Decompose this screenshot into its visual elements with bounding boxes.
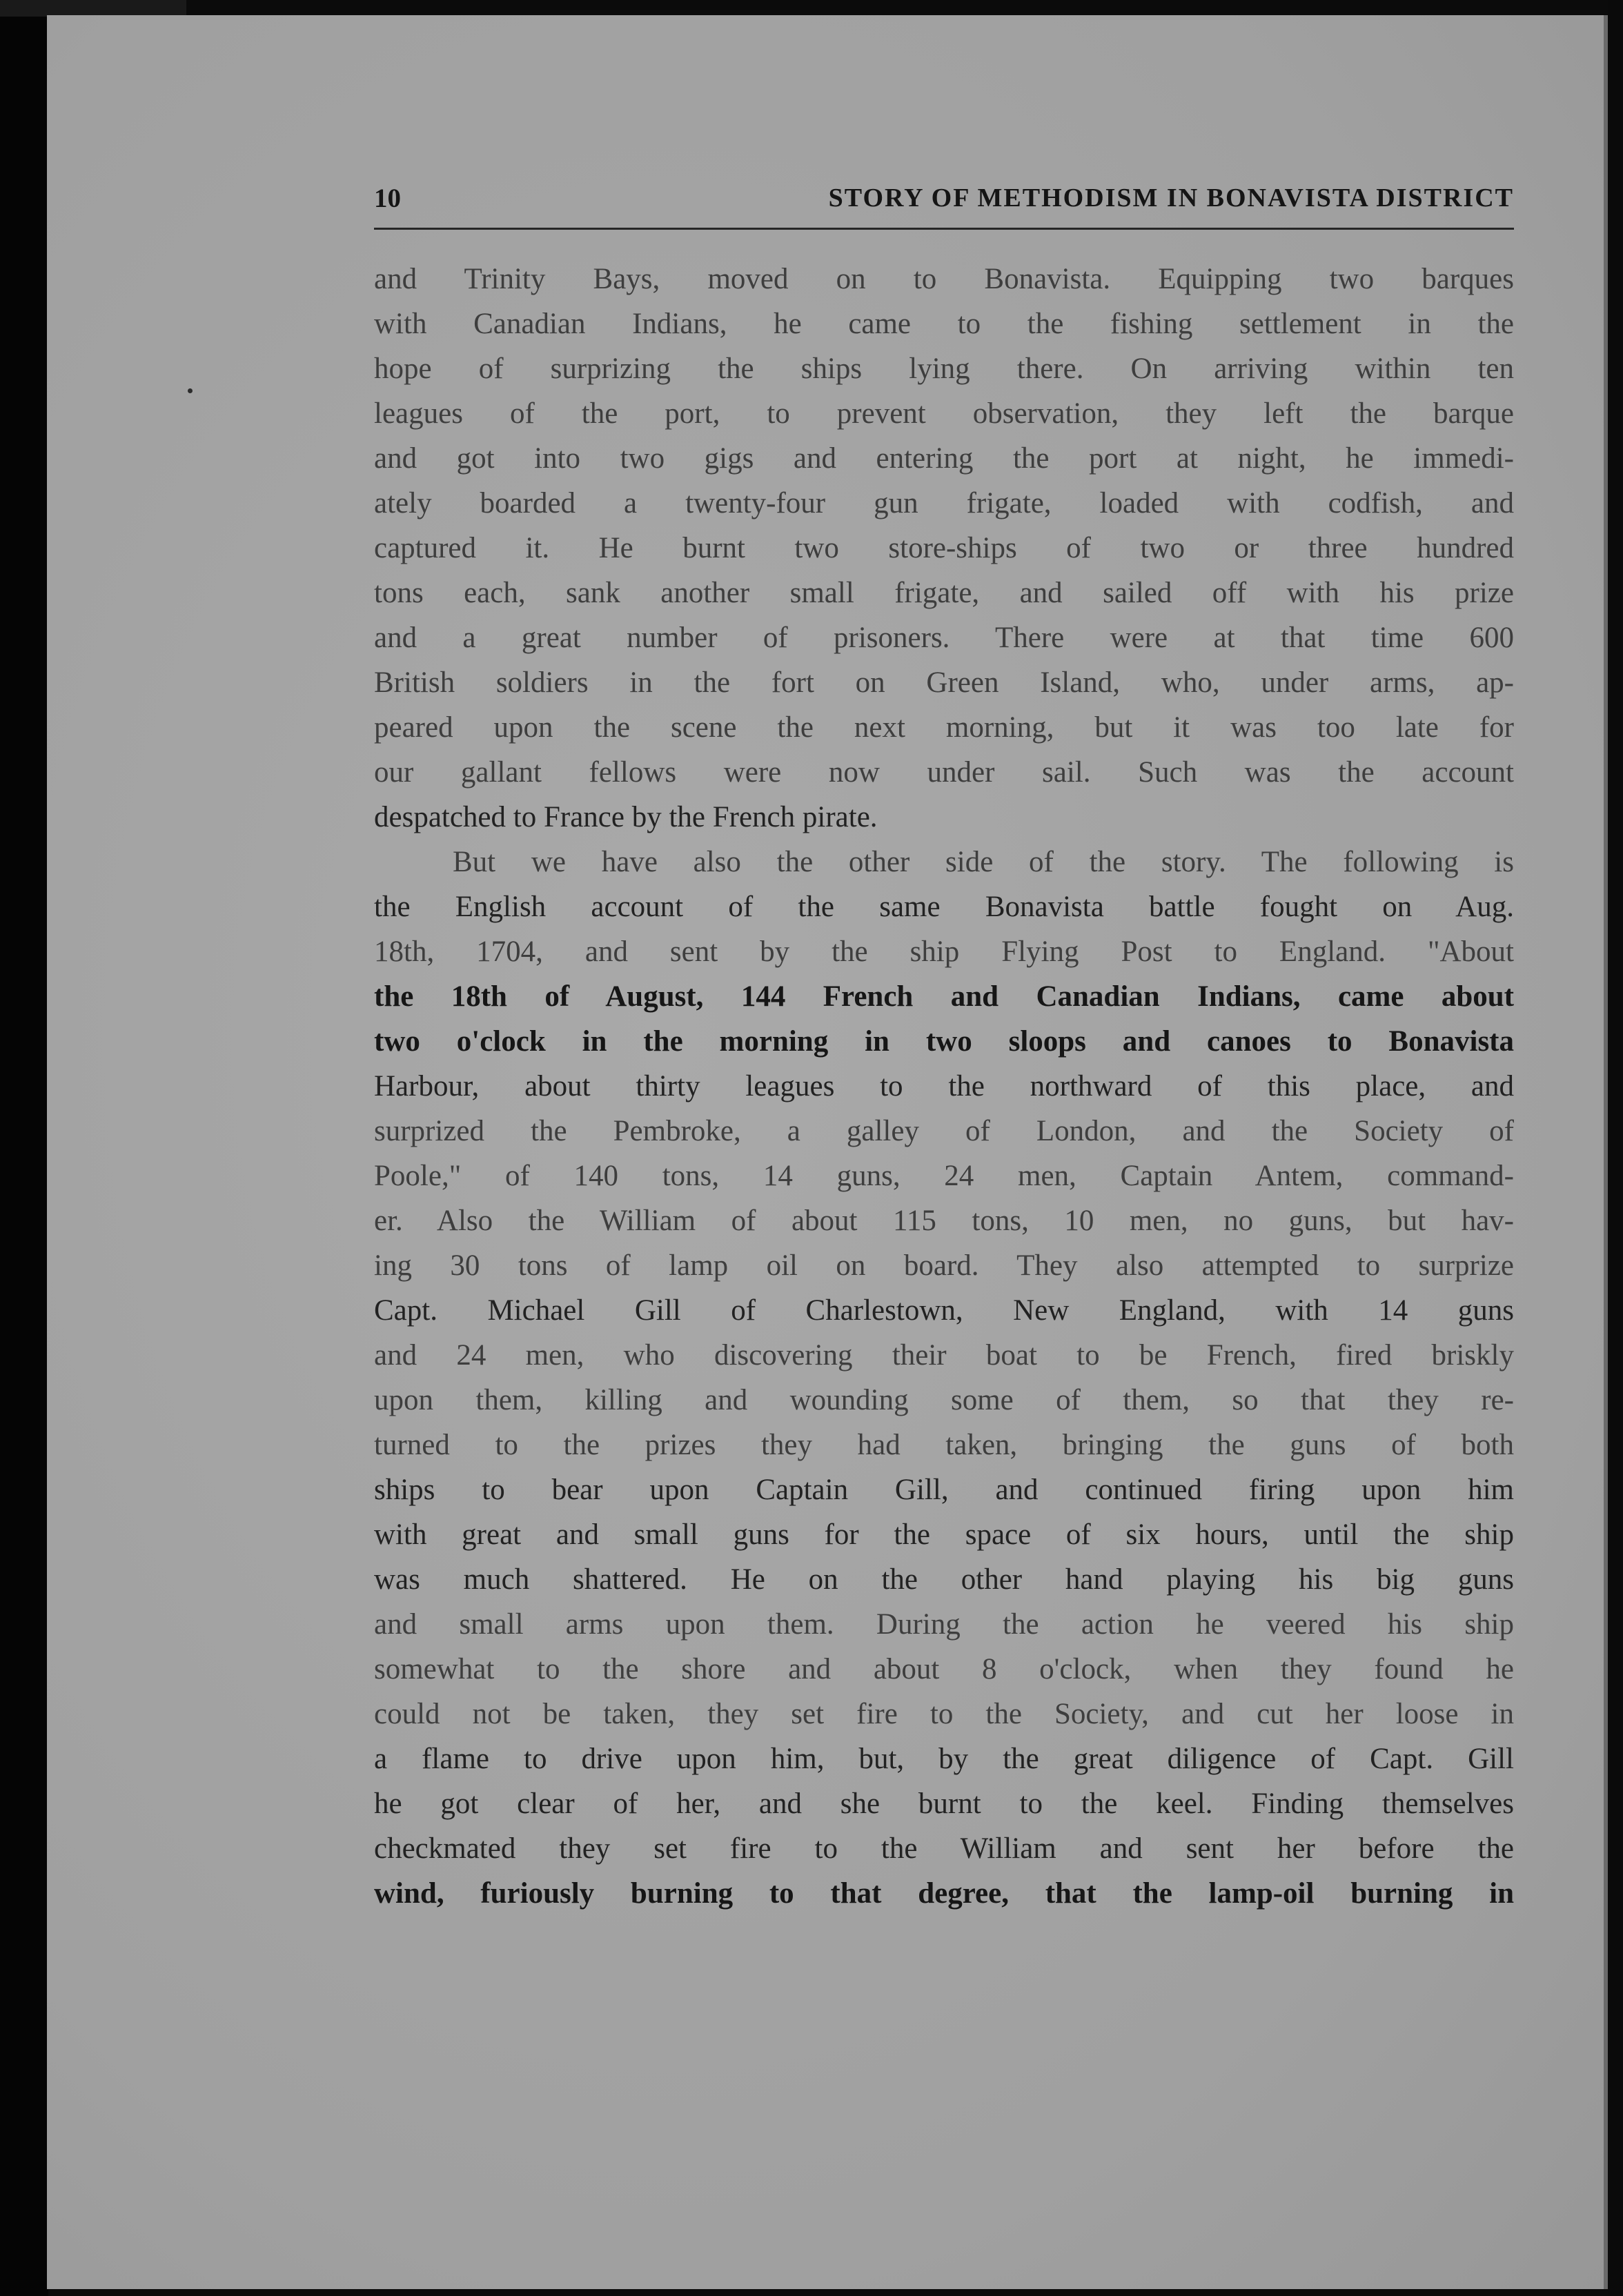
running-head: STORY OF METHODISM IN BONAVISTA DISTRICT bbox=[828, 184, 1514, 212]
text-line: and small arms upon them. During the action he veered his ship bbox=[374, 1608, 1514, 1641]
text-line: ately boarded a twenty-four gun frigate, loaded with codfish, and bbox=[374, 487, 1514, 519]
text-line: our gallant fellows were now under sail. Such was the account bbox=[374, 756, 1514, 789]
text-line: somewhat to the shore and about 8 o'clock, when they found he bbox=[374, 1653, 1514, 1685]
text-line: peared upon the scene the next morning, but it was too late for bbox=[374, 711, 1514, 744]
text-line: and a great number of prisoners. There were at that time 600 bbox=[374, 622, 1514, 654]
text-line: ing 30 tons of lamp oil on board. They also attempted to surprize bbox=[374, 1249, 1514, 1282]
text-line: and Trinity Bays, moved on to Bonavista. Equipping two barques bbox=[374, 263, 1514, 295]
text-line: he got clear of her, and she burnt to the keel. Finding themselves bbox=[374, 1788, 1514, 1820]
header-rule bbox=[374, 228, 1514, 230]
text-line: Harbour, about thirty leagues to the northward of this place, and bbox=[374, 1070, 1514, 1102]
text-line: with great and small guns for the space of six hours, until the ship bbox=[374, 1518, 1514, 1551]
text-line: could not be taken, they set fire to the Society, and cut her loose in bbox=[374, 1698, 1514, 1730]
text-line: wind, furiously burning to that degree, that the lamp-oil burning in bbox=[374, 1877, 1514, 1910]
scan-border-left bbox=[0, 0, 48, 2296]
text-line: despatched to France by the French pirate. bbox=[374, 801, 878, 833]
text-line: checkmated they set fire to the William and sent her before the bbox=[374, 1832, 1514, 1865]
text-line: the 18th of August, 144 French and Canadian Indians, came about bbox=[374, 980, 1514, 1013]
text-line: a flame to drive upon him, but, by the great diligence of Capt. Gill bbox=[374, 1743, 1514, 1775]
scan-border-right bbox=[1608, 0, 1623, 2296]
text-line: upon them, killing and wounding some of them, so that they re- bbox=[374, 1384, 1514, 1416]
text-line: and 24 men, who discovering their boat to be French, fired briskly bbox=[374, 1339, 1514, 1372]
text-line: leagues of the port, to prevent observation, they left the barque bbox=[374, 397, 1514, 430]
page-number: 10 bbox=[374, 184, 401, 213]
text-line: tons each, sank another small frigate, and sailed off with his prize bbox=[374, 577, 1514, 609]
text-line: surprized the Pembroke, a galley of London, and the Society of bbox=[374, 1115, 1514, 1147]
text-line: was much shattered. He on the other hand playing his big guns bbox=[374, 1563, 1514, 1596]
text-line: two o'clock in the morning in two sloops and canoes to Bonavista bbox=[374, 1025, 1514, 1058]
scan-border-top bbox=[0, 0, 186, 17]
text-line: British soldiers in the fort on Green Island, who, under arms, ap- bbox=[374, 666, 1514, 699]
text-line: Capt. Michael Gill of Charlestown, New England, with 14 guns bbox=[374, 1294, 1514, 1327]
text-line: the English account of the same Bonavista battle fought on Aug. bbox=[374, 891, 1514, 923]
text-line: But we have also the other side of the story. The following is bbox=[453, 846, 1514, 878]
text-line: captured it. He burnt two store-ships of two or three hundred bbox=[374, 532, 1514, 564]
margin-speck bbox=[188, 388, 193, 393]
text-line: with Canadian Indians, he came to the fishing settlement in the bbox=[374, 308, 1514, 340]
text-line: Poole," of 140 tons, 14 guns, 24 men, Captain Antem, command- bbox=[374, 1160, 1514, 1192]
text-line: hope of surprizing the ships lying there. On arriving within ten bbox=[374, 353, 1514, 385]
page-header bbox=[374, 183, 1514, 224]
text-line: er. Also the William of about 115 tons, 10 men, no guns, but hav- bbox=[374, 1205, 1514, 1237]
text-line: and got into two gigs and entering the port at night, he immedi- bbox=[374, 442, 1514, 475]
text-line: ships to bear upon Captain Gill, and continued firing upon him bbox=[374, 1474, 1514, 1506]
text-line: turned to the prizes they had taken, bringing the guns of both bbox=[374, 1429, 1514, 1461]
page-edge-shadow bbox=[1604, 15, 1608, 2289]
body-text bbox=[374, 257, 1514, 1916]
text-line: 18th, 1704, and sent by the ship Flying Post to England. "About bbox=[374, 936, 1514, 968]
